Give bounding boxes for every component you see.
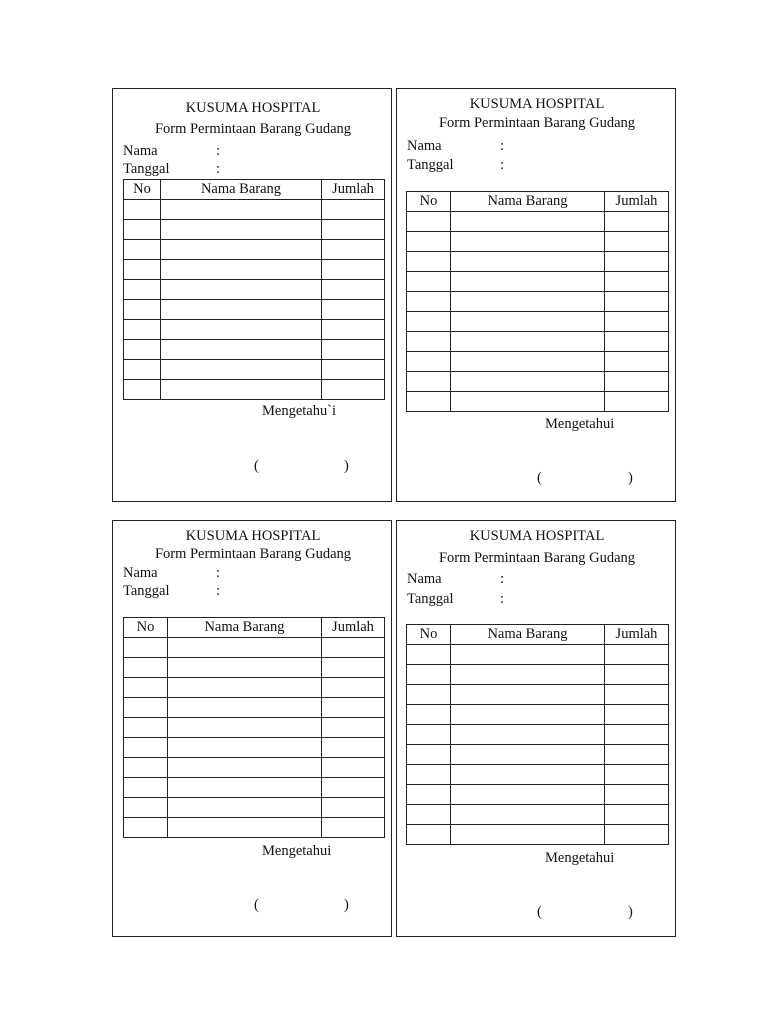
hospital-name: KUSUMA HOSPITAL [469,96,605,112]
cell-nama-barang [161,300,322,320]
cell-no [407,292,451,312]
cell-nama-barang [161,320,322,340]
cell-no [407,785,451,805]
hospital-name: KUSUMA HOSPITAL [185,528,321,544]
table-row [407,805,669,825]
cell-nama-barang [451,685,605,705]
cell-no [407,232,451,252]
items-table [123,179,385,400]
cell-nama-barang [451,352,605,372]
cell-jumlah [322,798,385,818]
form-title: Form Permintaan Barang Gudang [438,550,636,566]
cell-nama-barang [451,825,605,845]
cell-no [124,798,168,818]
hospital-name: KUSUMA HOSPITAL [469,528,605,544]
cell-nama-barang [161,380,322,400]
cell-no [407,252,451,272]
cell-no [124,678,168,698]
col-header-no: No [124,618,168,638]
cell-jumlah [322,240,385,260]
cell-nama-barang [451,312,605,332]
cell-no [124,360,161,380]
items-table [406,191,669,412]
cell-nama-barang [161,220,322,240]
cell-nama-barang [168,698,322,718]
cell-no [124,240,161,260]
table-row [124,658,385,678]
cell-no [124,738,168,758]
cell-jumlah [605,705,669,725]
table-header-row [407,192,669,212]
table-row [407,685,669,705]
cell-jumlah [605,805,669,825]
cell-nama-barang [168,678,322,698]
cell-jumlah [322,738,385,758]
cell-nama-barang [451,392,605,412]
cell-no [124,380,161,400]
table-row [124,200,385,220]
field-label-tanggal: Tanggal [123,583,170,599]
cell-no [407,372,451,392]
col-header-jumlah: Jumlah [322,180,385,200]
form-title: Form Permintaan Barang Gudang [154,121,352,137]
cell-jumlah [605,392,669,412]
signature-open-paren: ( [254,458,259,474]
cell-no [124,200,161,220]
table-row [407,705,669,725]
table-row [124,220,385,240]
table-row [124,380,385,400]
col-header-nama-barang: Nama Barang [161,180,322,200]
cell-no [124,638,168,658]
cell-jumlah [605,312,669,332]
cell-nama-barang [451,252,605,272]
table-row [124,778,385,798]
col-header-no: No [407,192,451,212]
cell-jumlah [322,260,385,280]
cell-no [407,332,451,352]
table-row [407,645,669,665]
cell-no [407,745,451,765]
cell-no [124,818,168,838]
table-body [407,645,669,845]
cell-nama-barang [161,360,322,380]
request-form-1 [112,88,392,502]
cell-no [124,220,161,240]
table-row [407,332,669,352]
table-row [124,280,385,300]
table-row [124,260,385,280]
table-row [124,698,385,718]
cell-no [407,392,451,412]
table-row [124,738,385,758]
table-row [407,765,669,785]
cell-nama-barang [451,232,605,252]
cell-jumlah [322,200,385,220]
cell-no [124,698,168,718]
cell-jumlah [605,292,669,312]
cell-no [124,300,161,320]
acknowledge-label: Mengetahu`i [262,403,337,419]
cell-nama-barang [451,372,605,392]
cell-jumlah [322,360,385,380]
col-header-jumlah: Jumlah [605,192,669,212]
cell-jumlah [322,380,385,400]
cell-jumlah [605,212,669,232]
cell-jumlah [605,352,669,372]
cell-jumlah [322,818,385,838]
cell-no [124,778,168,798]
col-header-nama-barang: Nama Barang [451,192,605,212]
cell-nama-barang [451,785,605,805]
items-table [123,617,385,838]
cell-jumlah [605,825,669,845]
field-sep-nama: : [216,143,221,159]
table-row [407,745,669,765]
cell-nama-barang [451,705,605,725]
table-row [407,392,669,412]
field-label-nama: Nama [407,138,442,154]
signature-open-paren: ( [537,904,542,920]
cell-no [407,765,451,785]
table-row [407,272,669,292]
cell-nama-barang [168,738,322,758]
cell-jumlah [605,765,669,785]
cell-jumlah [322,320,385,340]
field-sep-nama: : [500,138,505,154]
col-header-nama-barang: Nama Barang [451,625,605,645]
table-row [407,232,669,252]
cell-nama-barang [168,718,322,738]
field-label-tanggal: Tanggal [407,591,454,607]
cell-jumlah [322,698,385,718]
table-row [124,678,385,698]
cell-jumlah [605,272,669,292]
cell-nama-barang [168,658,322,678]
table-row [407,292,669,312]
table-row [407,785,669,805]
cell-jumlah [322,280,385,300]
table-body [124,638,385,838]
cell-no [124,658,168,678]
col-header-nama-barang: Nama Barang [168,618,322,638]
cell-nama-barang [451,665,605,685]
table-row [407,312,669,332]
cell-nama-barang [451,765,605,785]
cell-nama-barang [451,805,605,825]
signature-close-paren: ) [344,458,349,474]
col-header-no: No [124,180,161,200]
cell-jumlah [605,645,669,665]
cell-no [407,352,451,372]
cell-jumlah [322,658,385,678]
cell-jumlah [322,340,385,360]
field-label-tanggal: Tanggal [123,161,170,177]
cell-nama-barang [168,758,322,778]
cell-nama-barang [451,332,605,352]
table-row [124,638,385,658]
cell-jumlah [605,252,669,272]
cell-jumlah [605,665,669,685]
table-row [407,212,669,232]
table-row [124,718,385,738]
cell-nama-barang [161,340,322,360]
cell-no [407,805,451,825]
field-sep-nama: : [216,565,221,581]
table-body [407,212,669,412]
table-row [124,758,385,778]
field-label-nama: Nama [123,565,158,581]
items-table [406,624,669,845]
cell-nama-barang [161,260,322,280]
request-form-3 [112,520,392,937]
request-form-2 [396,88,676,502]
cell-jumlah [322,778,385,798]
cell-nama-barang [161,200,322,220]
table-row [407,372,669,392]
cell-no [407,645,451,665]
table-row [124,818,385,838]
table-body [124,200,385,400]
table-row [124,320,385,340]
acknowledge-label: Mengetahui [262,843,332,859]
cell-nama-barang [168,778,322,798]
cell-jumlah [322,220,385,240]
acknowledge-label: Mengetahui [545,416,615,432]
cell-nama-barang [451,725,605,745]
cell-jumlah [322,638,385,658]
cell-nama-barang [451,272,605,292]
cell-nama-barang [451,292,605,312]
cell-nama-barang [161,280,322,300]
table-header-row [407,625,669,645]
table-row [407,665,669,685]
field-sep-tanggal: : [500,591,505,607]
cell-jumlah [605,785,669,805]
col-header-no: No [407,625,451,645]
field-sep-tanggal: : [216,161,221,177]
cell-no [124,320,161,340]
field-label-nama: Nama [407,571,442,587]
cell-nama-barang [451,212,605,232]
field-sep-tanggal: : [216,583,221,599]
cell-jumlah [605,372,669,392]
cell-no [124,280,161,300]
signature-open-paren: ( [254,897,259,913]
field-label-tanggal: Tanggal [407,157,454,173]
cell-no [407,825,451,845]
table-row [407,725,669,745]
cell-no [124,758,168,778]
col-header-jumlah: Jumlah [605,625,669,645]
cell-nama-barang [168,638,322,658]
table-row [407,352,669,372]
cell-no [124,260,161,280]
table-row [124,300,385,320]
form-title: Form Permintaan Barang Gudang [438,115,636,131]
cell-jumlah [605,232,669,252]
acknowledge-label: Mengetahui [545,850,615,866]
cell-jumlah [605,685,669,705]
col-header-jumlah: Jumlah [322,618,385,638]
cell-nama-barang [451,745,605,765]
request-form-4 [396,520,676,937]
cell-jumlah [322,300,385,320]
table-row [124,240,385,260]
cell-no [407,685,451,705]
table-header-row [124,618,385,638]
cell-nama-barang [168,798,322,818]
table-row [124,798,385,818]
signature-close-paren: ) [344,897,349,913]
form-title: Form Permintaan Barang Gudang [154,546,352,562]
cell-jumlah [605,725,669,745]
signature-close-paren: ) [628,470,633,486]
field-label-nama: Nama [123,143,158,159]
hospital-name: KUSUMA HOSPITAL [185,100,321,116]
table-row [407,825,669,845]
cell-no [407,312,451,332]
cell-no [407,665,451,685]
field-sep-nama: : [500,571,505,587]
cell-jumlah [322,678,385,698]
cell-jumlah [605,745,669,765]
cell-jumlah [322,718,385,738]
cell-nama-barang [161,240,322,260]
table-row [407,252,669,272]
cell-nama-barang [451,645,605,665]
cell-no [124,340,161,360]
cell-jumlah [322,758,385,778]
cell-no [124,718,168,738]
cell-nama-barang [168,818,322,838]
cell-jumlah [605,332,669,352]
cell-no [407,705,451,725]
table-header-row [124,180,385,200]
cell-no [407,725,451,745]
signature-close-paren: ) [628,904,633,920]
field-sep-tanggal: : [500,157,505,173]
table-row [124,360,385,380]
cell-no [407,272,451,292]
signature-open-paren: ( [537,470,542,486]
table-row [124,340,385,360]
cell-no [407,212,451,232]
